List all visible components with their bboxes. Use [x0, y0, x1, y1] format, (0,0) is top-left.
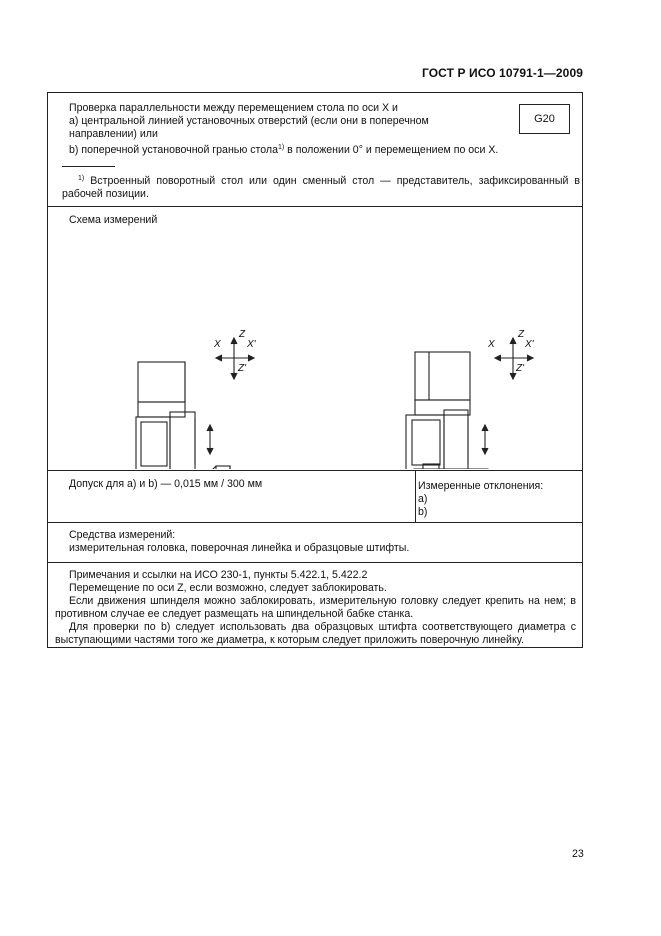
test-item-a: a) центральной линией установочных отверстий (если они в поперечном направлении) или	[69, 115, 429, 140]
figure-a	[88, 362, 249, 469]
axis-label-x-a: X	[214, 339, 221, 350]
measured-deviations	[418, 480, 543, 519]
test-item-b: b) поперечной установочной гранью стола$^{1)}$ в положении 0° и перемещением по оси X.	[69, 144, 499, 156]
footnote-separator	[62, 166, 115, 167]
diagram-row	[48, 207, 582, 471]
tolerance-divider	[415, 471, 416, 522]
notes-line-3: Если движения шпинделя можно заблокировать, измерительную головку следует крепить на нем; в противном случае ее следует размещать на шпиндельной бабке станка.	[55, 595, 576, 620]
measured-a: a)	[418, 493, 428, 505]
test-table	[47, 92, 583, 648]
test-description-row	[48, 93, 582, 207]
measured-b: b)	[418, 506, 428, 518]
diagram-title: Схема измерений	[69, 214, 158, 226]
measured-title: Измеренные отклонения:	[418, 480, 544, 492]
instruments-title: Средства измерений:	[69, 529, 176, 541]
instruments-text: измерительная головка, поверочная линейка и образцовые штифты.	[69, 542, 410, 554]
axis-label-z-b: Z	[518, 329, 525, 340]
standard-header: ГОСТ Р ИСО 10791-1—2009	[421, 66, 583, 80]
page-number: 23	[572, 848, 584, 860]
measurement-scheme	[48, 207, 582, 469]
test-code-box: G20	[519, 104, 570, 134]
axis-label-z-prime-a: Z'	[238, 363, 247, 374]
figure-b	[359, 352, 526, 469]
instruments-row	[48, 523, 582, 563]
notes-line-1: Примечания и ссылки на ИСО 230-1, пункты 5.422.1, 5.422.2	[69, 569, 368, 581]
test-title: Проверка параллельности между перемещением стола по оси X и	[69, 102, 398, 114]
instruments	[69, 529, 409, 555]
axis-label-x-prime-a: X'	[247, 339, 256, 350]
test-description	[69, 102, 499, 157]
notes-line-4: Для проверки по b) следует использовать два образцовых штифта соответствующего диаметра с выступающими частями того же диаметра, к которым следует приложить поверочную линейку.	[55, 621, 576, 646]
notes	[55, 569, 576, 647]
tolerance-row	[48, 471, 582, 523]
axis-label-z-a: Z	[239, 329, 246, 340]
tolerance-text: Допуск для a) и b) — 0,015 мм / 300 мм	[69, 478, 263, 490]
axis-label-x-prime-b: X'	[525, 339, 534, 350]
axis-label-z-prime-b: Z'	[516, 363, 525, 374]
axis-label-x-b: X	[488, 339, 495, 350]
notes-row	[48, 563, 582, 648]
notes-line-2: Перемещение по оси Z, если возможно, следует заблокировать.	[69, 582, 387, 594]
footnote: $^{1)}$ Встроенный поворотный стол или один сменный стол — представитель, зафиксированный в рабочей позиции.	[62, 175, 580, 200]
